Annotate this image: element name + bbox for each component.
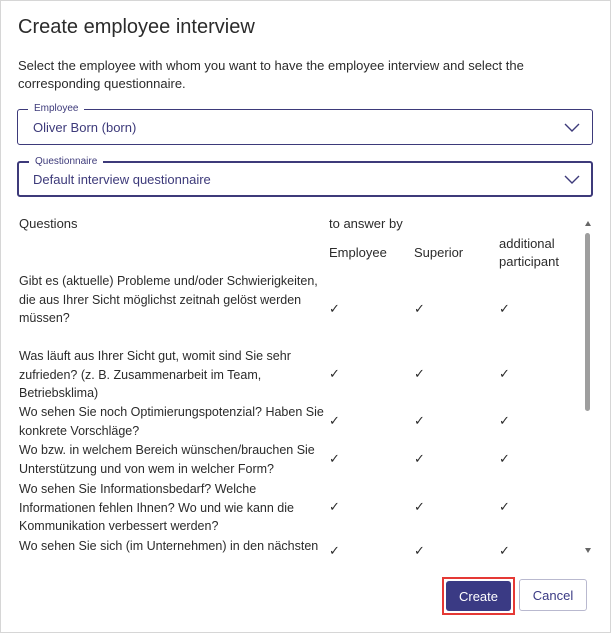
check-icon: ✓ [499,543,510,555]
check-icon: ✓ [499,499,510,514]
scroll-down-arrow-icon[interactable] [585,548,591,553]
chevron-down-icon[interactable] [564,173,580,185]
check-icon: ✓ [499,413,510,428]
questions-header: Questions [19,216,78,231]
scrollbar-thumb[interactable] [585,233,590,411]
scroll-up-arrow-icon[interactable] [585,221,591,226]
chevron-down-icon[interactable] [564,121,580,133]
dialog-description: Select the employee with whom you want to have the employee interview and select the corresponding questionnaire. [18,58,524,91]
table-scrollbar[interactable] [583,215,593,555]
question-row-2: Was läuft aus Ihrer Sicht gut, womit sind Sie sehr zufrieden? (z. B. Zusammenarbeit im Team, Betriebsklima) [19,349,291,400]
cancel-button[interactable]: Cancel [519,579,587,611]
question-row-5: Wo sehen Sie Informationsbedarf? Welche Informationen fehlen Ihnen? Wo und wie kann die Kommunikation verbessert werden? [19,482,294,533]
question-row-1: Gibt es (aktuelle) Probleme und/oder Schwierigkeiten, die aus Ihrer Sicht möglichst zeitnah gelöst werden müssen? [19,274,318,325]
create-button-highlight [442,577,515,615]
check-icon: ✓ [329,499,340,514]
employee-select[interactable] [17,103,593,145]
check-icon: ✓ [499,366,510,381]
check-icon: ✓ [329,301,340,316]
check-icon: ✓ [329,413,340,428]
question-row-6: Wo sehen Sie sich (im Unternehmen) in den nächsten [19,539,319,553]
questionnaire-select-value: Default interview questionnaire [33,172,211,187]
check-icon: ✓ [329,451,340,466]
check-icon: ✓ [414,543,425,555]
employee-select-value: Oliver Born (born) [33,120,137,135]
check-icon: ✓ [414,301,425,316]
check-icon: ✓ [499,301,510,316]
create-button[interactable]: Create [446,581,511,611]
check-icon: ✓ [329,366,340,381]
question-row-4: Wo bzw. in welchem Bereich wünschen/brauchen Sie Unterstützung und von wem in welcher Form? [19,443,315,476]
check-icon: ✓ [414,413,425,428]
questionnaire-select[interactable] [17,156,593,197]
dialog-title: Create employee interview [18,16,255,38]
questionnaire-select-label: Questionnaire [29,156,103,168]
column-superior: Superior [414,245,464,260]
column-employee: Employee [329,245,387,260]
check-icon: ✓ [329,543,340,555]
check-icon: ✓ [414,499,425,514]
check-icon: ✓ [499,451,510,466]
question-row-3: Wo sehen Sie noch Optimierungspotenzial? Haben Sie konkrete Vorschläge? [19,405,324,438]
column-additional-participant: additional participant [499,236,559,269]
answer-by-header: to answer by [329,216,403,231]
check-icon: ✓ [414,451,425,466]
questions-table [1,209,611,555]
employee-select-label: Employee [28,103,84,115]
check-icon: ✓ [414,366,425,381]
